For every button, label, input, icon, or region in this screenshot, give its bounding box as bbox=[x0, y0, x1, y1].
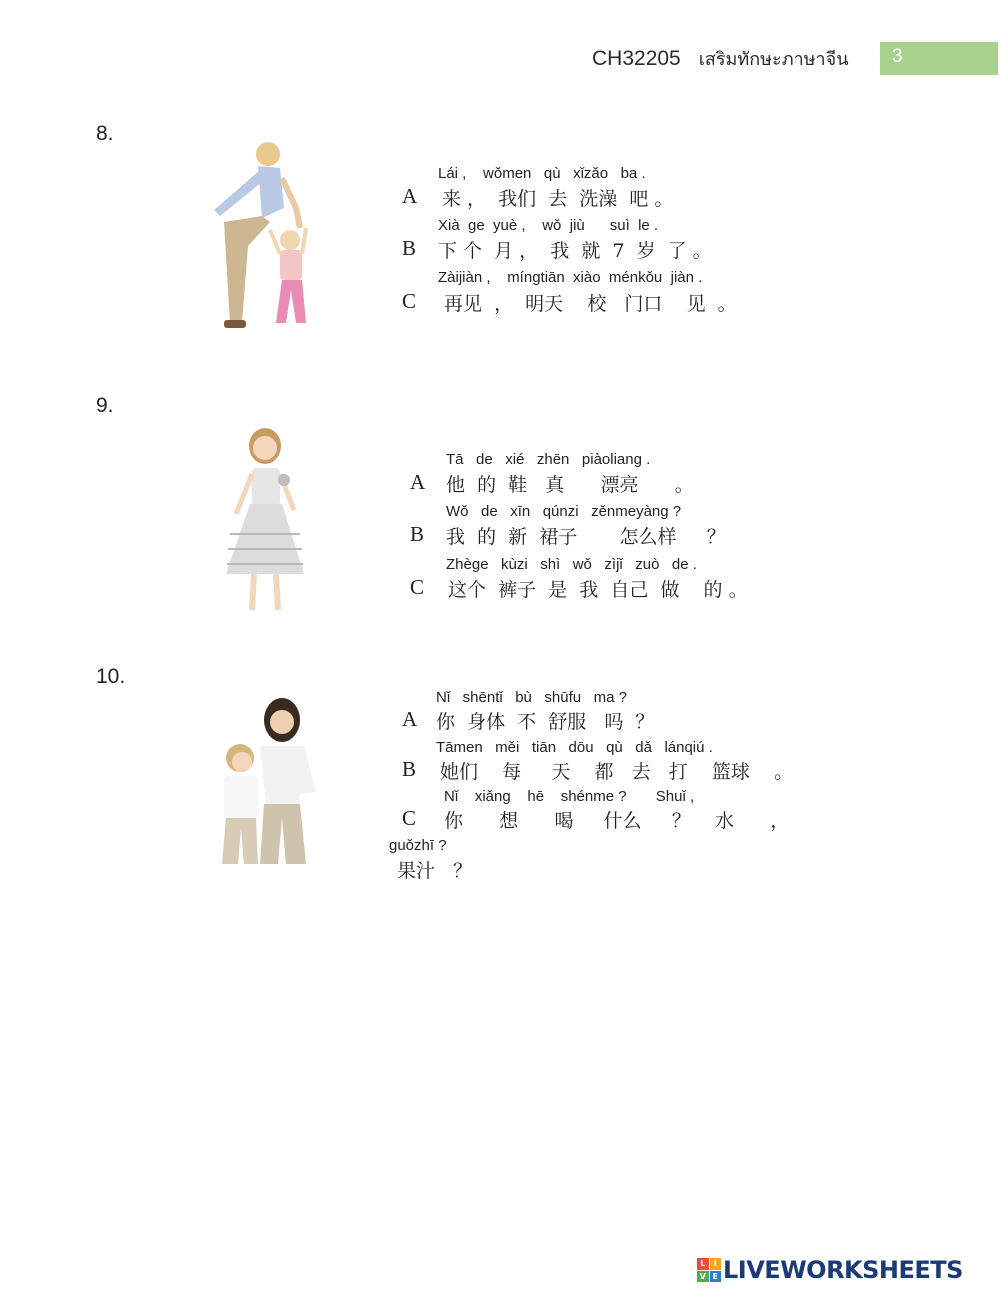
option-letter-8c: C bbox=[402, 289, 417, 313]
logo-letter: V bbox=[697, 1271, 709, 1283]
option-text-10c: 你 想 喝 什么 ？ 水 ， bbox=[444, 810, 790, 832]
option-letter-9c: C bbox=[410, 575, 425, 599]
pinyin-10b: Tāmen měi tiān dōu qù dǎ lánqiú . bbox=[436, 739, 713, 756]
brand-name: LIVEWORKSHEETS bbox=[723, 1256, 963, 1284]
logo-letter: L bbox=[697, 1258, 709, 1270]
pinyin-10c-continuation: guǒzhī ? bbox=[389, 837, 447, 854]
pinyin-8c: Zàijiàn , míngtiān xiào ménkǒu jiàn . bbox=[438, 269, 703, 286]
option-letter-8b: B bbox=[402, 236, 417, 260]
option-letter-9a: A bbox=[410, 470, 426, 494]
pinyin-8a: Lái , wǒmen qù xǐzǎo ba . bbox=[438, 165, 646, 182]
logo-letter: E bbox=[710, 1271, 722, 1283]
page-number-tab bbox=[880, 42, 998, 75]
option-letter-10b: B bbox=[402, 757, 417, 781]
option-letter-10c: C bbox=[402, 806, 417, 830]
question-number: 8. bbox=[96, 122, 114, 145]
option-letter-10a: A bbox=[402, 707, 418, 731]
option-text-8b: 下 个 月 ， 我 就 7 岁 了 。 bbox=[438, 240, 712, 262]
option-text-9c: 这个 裤子 是 我 自己 做 的 。 bbox=[448, 579, 748, 601]
pinyin-10c: Nǐ xiǎng hē shénme ? Shuǐ , bbox=[444, 788, 695, 805]
pinyin-9c: Zhège kùzi shì wǒ zìjǐ zuò de . bbox=[446, 556, 697, 573]
option-text-8c: 再见 ， 明天 校 门口 见 。 bbox=[444, 293, 737, 315]
liveworksheets-brand[interactable] bbox=[697, 1256, 963, 1284]
logo-letter: I bbox=[710, 1258, 722, 1270]
option-text-10c-continuation: 果汁 ？ bbox=[397, 860, 473, 882]
option-text-10b: 她们 每 天 都 去 打 篮球 。 bbox=[440, 761, 794, 783]
pinyin-8b: Xià ge yuè , wǒ jiù suì le . bbox=[438, 217, 659, 234]
question-10-photo bbox=[216, 696, 326, 866]
course-name: เสริมทักษะภาษาจีน bbox=[698, 49, 849, 70]
pinyin-9b: Wǒ de xīn qúnzi zěnmeyàng ? bbox=[446, 503, 682, 520]
option-text-9a: 他 的 鞋 真 漂亮 。 bbox=[446, 474, 694, 496]
pinyin-9a: Tā de xié zhēn piàoliang . bbox=[446, 451, 651, 468]
option-text-10a: 你 身体 不 舒服 吗 ？ bbox=[436, 711, 655, 733]
question-9-photo bbox=[220, 424, 315, 616]
question-number: 10. bbox=[96, 665, 126, 688]
option-text-9b: 我 的 新 裙子 怎么样 ？ bbox=[446, 526, 726, 548]
option-letter-8a: A bbox=[402, 184, 418, 208]
question-number: 9. bbox=[96, 394, 114, 417]
course-code: CH32205 bbox=[592, 46, 681, 70]
page-number: 3 bbox=[892, 46, 903, 67]
page-header bbox=[592, 42, 861, 75]
liveworksheets-logo-icon bbox=[697, 1258, 721, 1282]
option-letter-9b: B bbox=[410, 522, 425, 546]
pinyin-10a: Nǐ shēntǐ bù shūfu ma ? bbox=[436, 689, 627, 706]
question-8-photo bbox=[200, 138, 320, 333]
option-text-8a: 来 ， 我们 去 洗澡 吧 。 bbox=[442, 188, 674, 210]
